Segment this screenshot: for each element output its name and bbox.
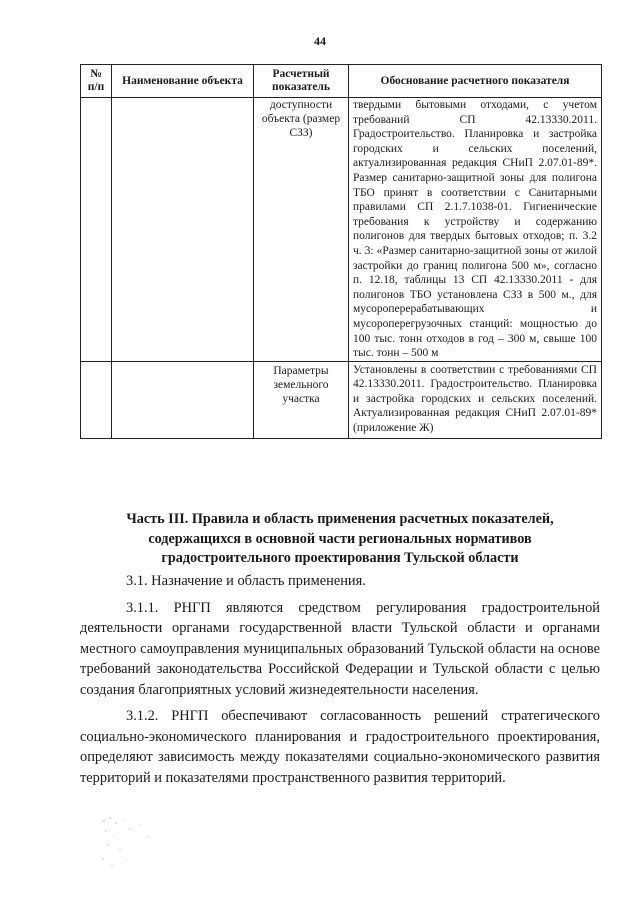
cell-justification: Установлены в соответствии с требованиями СП 42.13330.2011. Градостроительство. Планировка и застройка городских и сельских поселений. Актуализированная редакция СНиП 2.07.01-89* (приложение Ж) (349, 361, 602, 438)
header-indicator: Расчетный показатель (254, 65, 349, 98)
table-row (81, 361, 602, 438)
paragraph-3-1-2: 3.1.2. РНГП обеспечивают согласованность решений стратегического социально-экономического планирования и градостроительного проектирования, определяют зависимость между показателями социально-экономического развития территорий и показателями пространственного развития территорий. (80, 708, 600, 786)
section-heading: Часть III. Правила и область применения расчетных показателей, содержащихся в основной части региональных нормативов градостроительного проектирования Тульской области (126, 511, 554, 566)
table-row (81, 98, 602, 362)
paragraph-3-1: 3.1. Назначение и область применения. (126, 573, 366, 589)
cell-justification: твердыми бытовыми отходами, с учетом требований СП 42.13330.2011. Градостроительство. Планировка и застройка городских и сельских поселений, актуализированная редакция СНиП 2.07.01-89*. Размер санитарно-защитной зоны для полигона ТБО принят в соответствии с Санитарными правилами СП 2.1.7.1038-01. Гигиенические требования к устройству и содержанию полигонов для твердых бытовых отходов; п. 3.2 ч. 3: «Размер санитарно-защитной зоны от жилой застройки до границ полигона 500 м», согласно п. 12.18, таблицы 13 СП 42.13330.2011 - для полигонов ТБО установлена СЗЗ в 500 м., для мусороперерабатывающих и мусороперегрузочных станций: мощностью до 100 тыс. тонн отходов в год – 300 м, свыше 100 тыс. тонн – 500 м (349, 98, 602, 362)
table-header-row (81, 65, 602, 98)
cell-indicator: Параметры земельного участка (254, 361, 349, 438)
cell-num (81, 361, 112, 438)
norms-table (80, 64, 602, 439)
scan-artifact-dots (100, 815, 170, 875)
header-object-name: Наименование объекта (112, 65, 254, 98)
page-number: 44 (314, 34, 326, 48)
cell-object-name (112, 361, 254, 438)
cell-indicator: доступности объекта (размер СЗЗ) (254, 98, 349, 362)
section-body (80, 571, 600, 788)
paragraph-3-1-1: 3.1.1. РНГП являются средством регулирования градостроительной деятельности органами государственной власти Тульской области и органами местного самоуправления муниципальных образований Тульской области на основе требований законодательства Российской Федерации и Тульской области с целью создания благоприятных условий жизнедеятельности населения. (80, 599, 600, 698)
header-num: № п/п (81, 65, 112, 98)
cell-num (81, 98, 112, 362)
header-justification: Обоснование расчетного показателя (349, 65, 602, 98)
cell-object-name (112, 98, 254, 362)
